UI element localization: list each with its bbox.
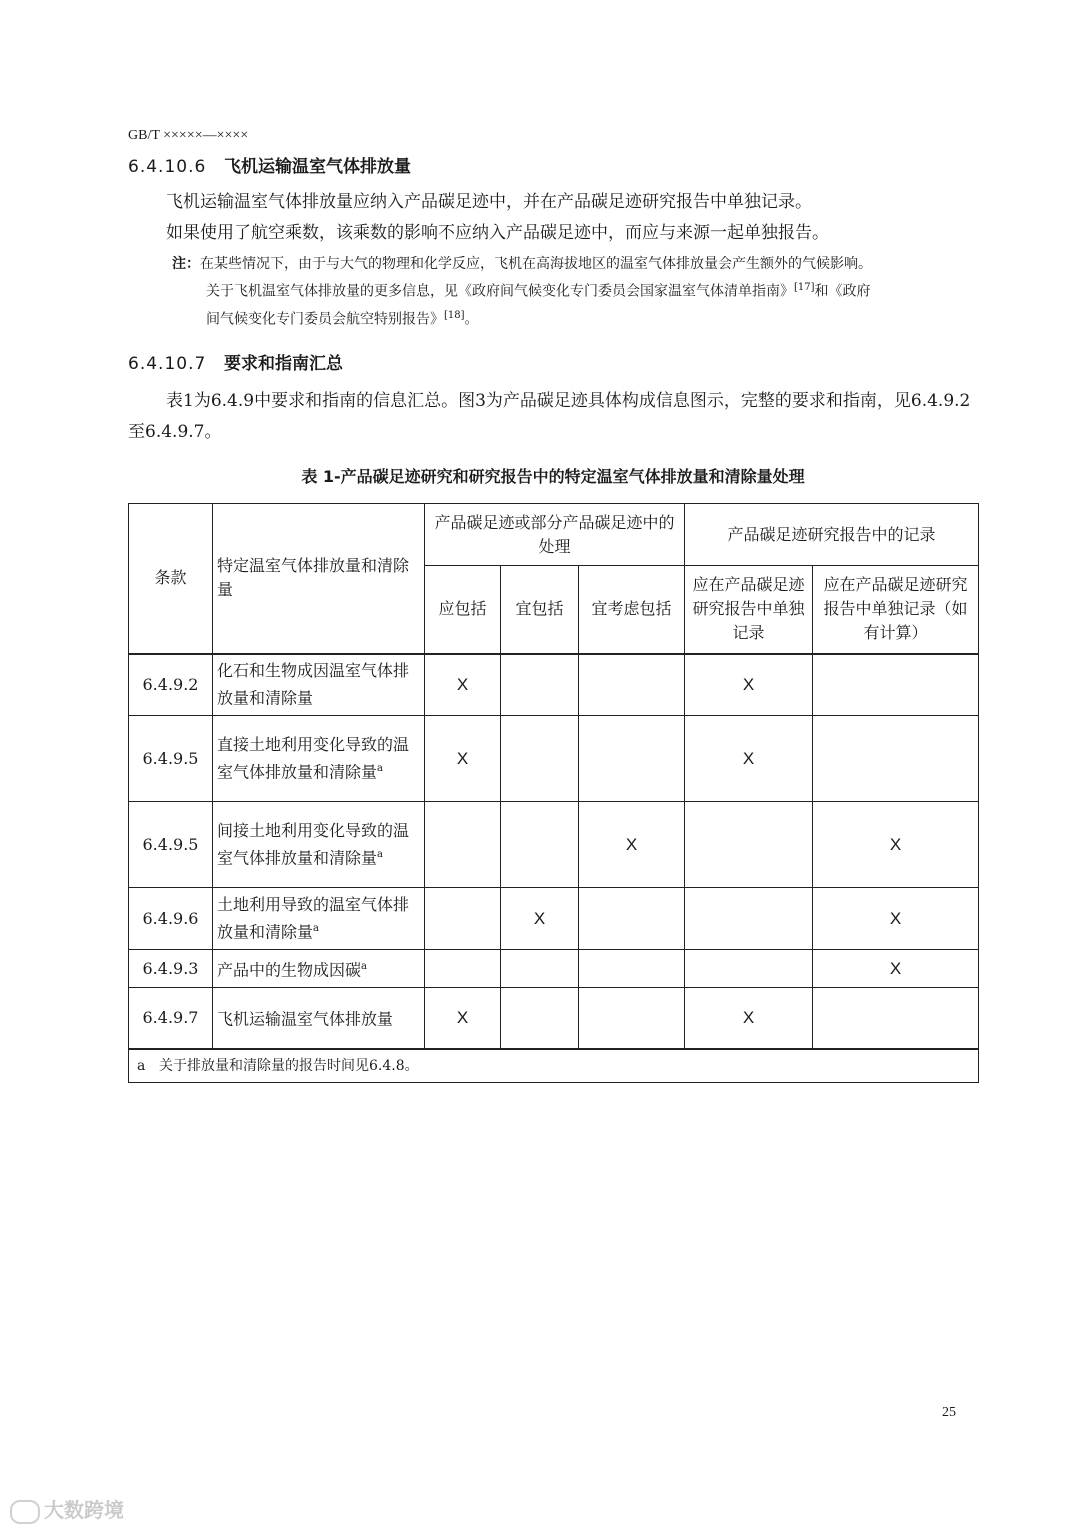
mark-cell [813, 716, 979, 802]
clause-cell: 6.4.9.5 [129, 802, 213, 888]
note-line [172, 276, 982, 304]
watermark [10, 1494, 124, 1524]
reference-17: [17] [794, 282, 815, 293]
paragraph: 表1为6.4.9中要求和指南的信息汇总。图3为产品碳足迹具体构成信息图示，完整的要求和指南，见6.4.9.2至6.4.9.7。 [128, 391, 971, 442]
table-row [129, 888, 979, 950]
reference-18: [18] [444, 309, 465, 321]
mark-cell [425, 950, 501, 988]
mark-cell: X [425, 716, 501, 802]
footnote-ref: a [361, 960, 367, 972]
item-text: 土地利用导致的温室气体排放量和清除量 [217, 894, 410, 942]
mark-cell [501, 988, 579, 1049]
paragraph: 如果使用了航空乘数，该乘数的影响不应纳入产品碳足迹中，而应与来源一起单独报告。 [166, 223, 829, 243]
mark-cell [685, 888, 813, 950]
table-footnote-row [129, 1049, 979, 1083]
clause-cell: 6.4.9.6 [129, 888, 213, 950]
mark-cell: X [685, 654, 813, 716]
mark-cell: X [425, 988, 501, 1049]
item-text: 化石和生物成因温室气体排放量和清除量 [217, 661, 410, 708]
mark-cell [579, 950, 685, 988]
note-text: 。 [464, 311, 479, 328]
header-record-if-calc: 应在产品碳足迹研究报告中单独记录（如有计算） [813, 566, 979, 654]
item-text: 直接土地利用变化导致的温室气体排放量和清除量 [217, 734, 410, 782]
mark-cell [579, 988, 685, 1049]
mark-cell: X [579, 802, 685, 888]
item-cell [213, 950, 425, 988]
footnote-text: 关于排放量和清除量的报告时间见6.4.8。 [159, 1057, 419, 1074]
header-clause: 条款 [129, 504, 213, 654]
header-group-record: 产品碳足迹研究报告中的记录 [685, 504, 979, 566]
section-heading-6-4-10-6 [128, 152, 411, 177]
note-label: 注： [172, 256, 200, 272]
note-line [172, 253, 982, 276]
note-line [172, 304, 982, 332]
mark-cell [425, 888, 501, 950]
header-consider-include: 宜考虑包括 [579, 566, 685, 654]
clause-cell: 6.4.9.5 [129, 716, 213, 802]
table-row [129, 950, 979, 988]
footnote-ref: a [313, 922, 319, 934]
item-text: 产品中的生物成因碳 [217, 960, 362, 980]
paragraph: 飞机运输温室气体排放量应纳入产品碳足迹中，并在产品碳足迹研究报告中单独记录。 [166, 192, 812, 212]
mark-cell [813, 988, 979, 1049]
item-cell [213, 654, 425, 716]
note-text: 关于飞机温室气体排放量的更多信息，见《政府间气候变化专门委员会国家温室气体清单指南》 [206, 283, 794, 300]
standard-code: GB/T ×××××—×××× [128, 128, 249, 143]
item-cell [213, 802, 425, 888]
table-row [129, 988, 979, 1049]
note-text: 和《政府 [814, 283, 871, 300]
section-title: 飞机运输温室气体排放量 [224, 157, 411, 177]
mark-cell [501, 716, 579, 802]
clause-cell: 6.4.9.2 [129, 654, 213, 716]
item-cell [213, 888, 425, 950]
mark-cell [813, 654, 979, 716]
mark-cell: X [813, 802, 979, 888]
section-number: 6.4.10.6 [128, 157, 207, 177]
mark-cell [579, 716, 685, 802]
item-cell [213, 716, 425, 802]
footnote-mark: a [137, 1057, 146, 1074]
table-row [129, 716, 979, 802]
mark-cell: X [501, 888, 579, 950]
table-title: 表 1-产品碳足迹研究和研究报告中的特定温室气体排放量和清除量处理 [301, 467, 805, 486]
note [172, 253, 982, 331]
header-record-separate: 应在产品碳足迹研究报告中单独记录 [685, 566, 813, 654]
mark-cell: X [425, 654, 501, 716]
item-text: 间接土地利用变化导致的温室气体排放量和清除量 [217, 820, 410, 868]
mark-cell: X [813, 950, 979, 988]
mark-cell [579, 654, 685, 716]
mark-cell: X [813, 888, 979, 950]
footnote-ref: a [377, 762, 383, 774]
clause-cell: 6.4.9.7 [129, 988, 213, 1049]
table-footnote [129, 1049, 979, 1083]
mark-cell [685, 950, 813, 988]
table-row [129, 802, 979, 888]
section-title: 要求和指南汇总 [224, 354, 343, 374]
section-number: 6.4.10.7 [128, 354, 207, 374]
mark-cell [501, 654, 579, 716]
watermark-text: 大数跨境 [44, 1498, 124, 1522]
mark-cell [501, 950, 579, 988]
note-text: 间气候变化专门委员会航空特别报告》 [206, 311, 444, 328]
item-cell [213, 988, 425, 1049]
mark-cell [685, 802, 813, 888]
table-row [129, 654, 979, 716]
footnote-ref: a [377, 848, 383, 860]
section-heading-6-4-10-7 [128, 349, 343, 374]
mark-cell [425, 802, 501, 888]
header-shall-include: 应包括 [425, 566, 501, 654]
mark-cell: X [685, 988, 813, 1049]
clause-cell: 6.4.9.3 [129, 950, 213, 988]
mark-cell [501, 802, 579, 888]
treatment-table [128, 503, 979, 1083]
header-group-treatment: 产品碳足迹或部分产品碳足迹中的处理 [425, 504, 685, 566]
mark-cell: X [685, 716, 813, 802]
note-text: 在某些情况下，由于与大气的物理和化学反应，飞机在高海拔地区的温室气体排放量会产生额外的气候影响。 [200, 256, 872, 272]
watermark-logo-icon [10, 1500, 40, 1524]
header-should-include: 宜包括 [501, 566, 579, 654]
item-text: 飞机运输温室气体排放量 [217, 1009, 394, 1029]
page-number: 25 [942, 1405, 956, 1420]
header-item: 特定温室气体排放量和清除量 [213, 504, 425, 654]
mark-cell [579, 888, 685, 950]
